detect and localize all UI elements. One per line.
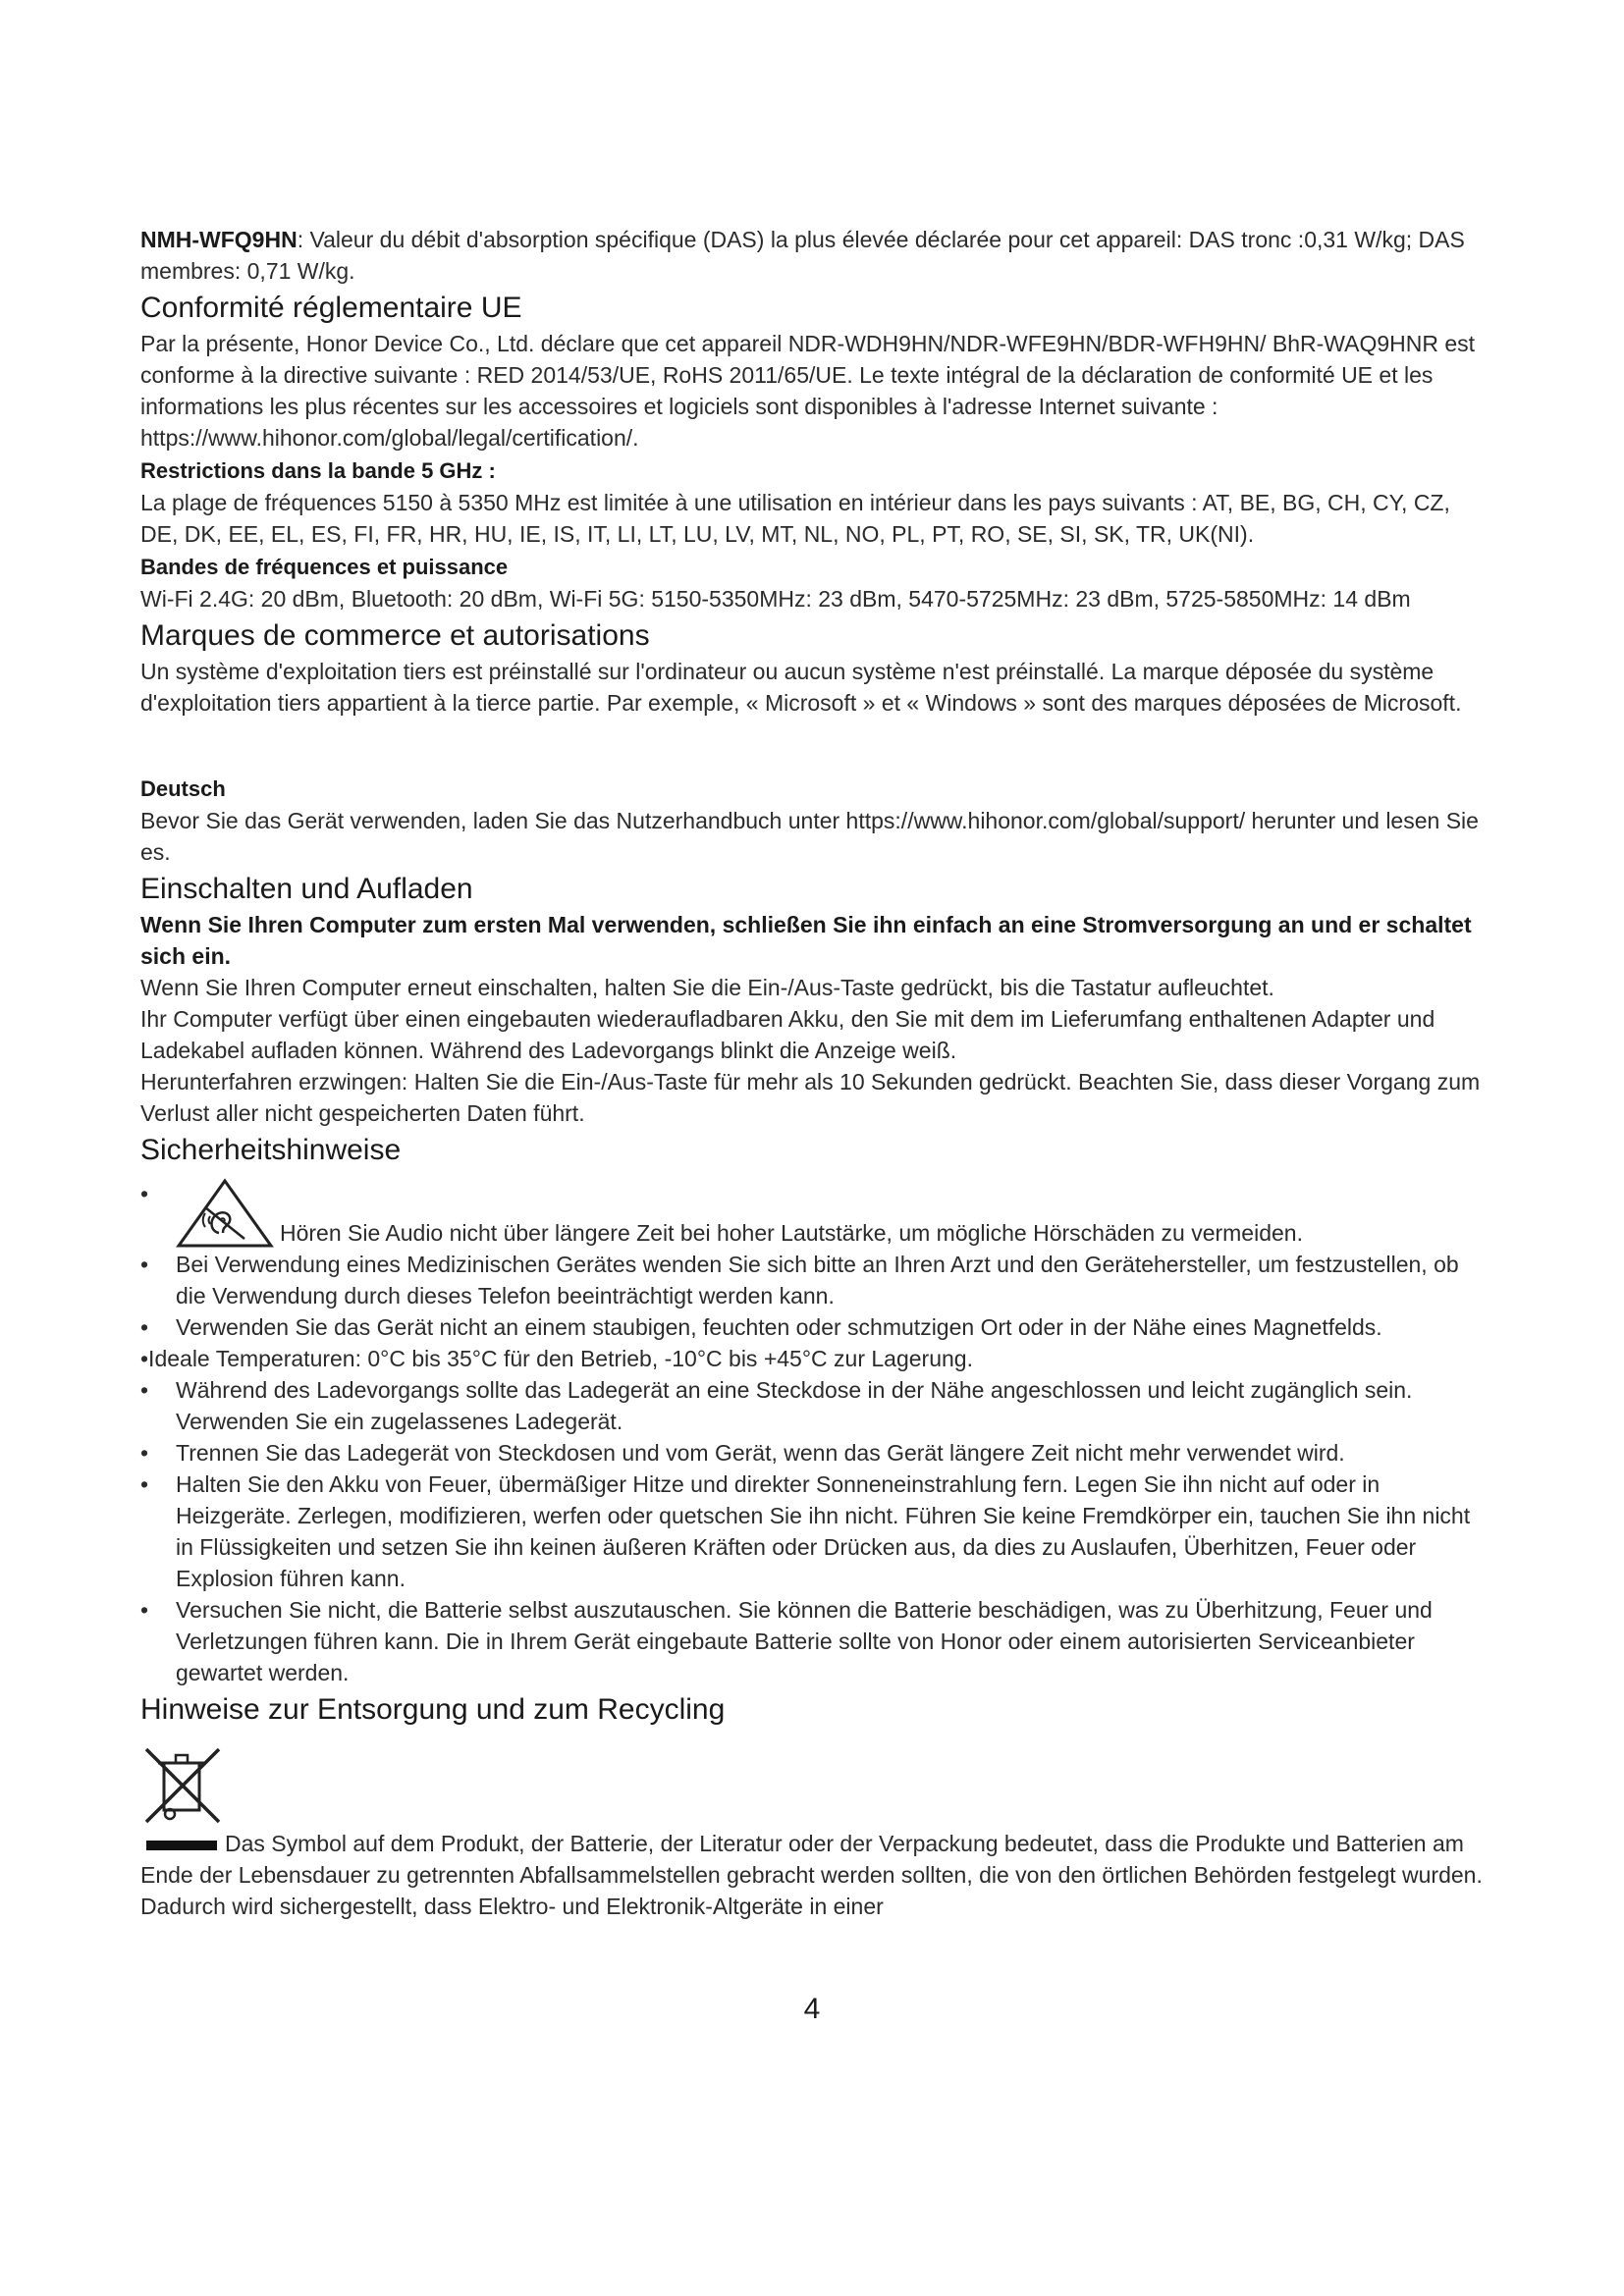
page-number: 4 bbox=[803, 1993, 821, 2025]
sar-model: NMH-WFQ9HN bbox=[140, 227, 298, 252]
trademarks-heading: Marques de commerce et autorisations bbox=[140, 619, 650, 652]
disposal-section bbox=[140, 1743, 1488, 1922]
crossed-bin-icon bbox=[140, 1743, 225, 1828]
band-restrictions-text: La plage de fréquences 5150 à 5350 MHz est limitée à une utilisation en intérieur dans les pays suivants : AT, BE, BG, CH, CY, CZ, DE, DK, EE, EL, ES, FI, FR, HR, HU, IE, IS, IT, LI, LT, LU, LV, MT, NL, NO, PL, PT, RO, SE, SI, SK, TR, UK(NI). bbox=[140, 490, 1450, 547]
frequency-bands-heading: Bandes de fréquences et puissance bbox=[140, 555, 509, 579]
document-page bbox=[140, 224, 1488, 1922]
disposal-text-wrap bbox=[140, 1828, 1488, 1922]
de-intro: Bevor Sie das Gerät verwenden, laden Sie das Nutzerhandbuch unter https://www.hihonor.com/global/support/ herunter und lesen Sie es. bbox=[140, 808, 1479, 865]
language-heading: Deutsch bbox=[140, 776, 226, 801]
power-paragraph-2: Ihr Computer verfügt über einen eingebauten wiederaufladbaren Akku, den Sie mit dem im Lieferumfang enthaltenen Adapter und Ladekabel aufladen können. Während des Ladevorgangs blinkt die Anzeige weiß. bbox=[140, 1006, 1435, 1063]
safety-item: • Während des Ladevorgangs sollte das Ladegerät an eine Steckdose in der Nähe angeschlossen und leicht zugänglich sein. Verwenden Sie ein zugelassenes Ladegerät. bbox=[140, 1374, 1488, 1437]
hearing-warning-icon bbox=[176, 1178, 274, 1249]
sar-paragraph bbox=[140, 224, 1488, 287]
eu-conformity-heading: Conformité réglementaire UE bbox=[140, 292, 522, 324]
safety-item: • Verwenden Sie das Gerät nicht an einem staubigen, feuchten oder schmutzigen Ort oder in der Nähe eines Magnetfelds. bbox=[140, 1311, 1488, 1343]
sar-text: : Valeur du débit d'absorption spécifique (DAS) la plus élevée déclarée pour cet appareil: DAS tronc :0,31 W/kg; DAS membres: 0,71 W/kg. bbox=[140, 227, 1465, 284]
power-heading: Einschalten und Aufladen bbox=[140, 873, 473, 905]
safety-item: •Ideale Temperaturen: 0°C bis 35°C für den Betrieb, -10°C bis +45°C zur Lagerung. bbox=[140, 1346, 973, 1371]
weee-bar-icon bbox=[146, 1841, 217, 1850]
safety-item: • Halten Sie den Akku von Feuer, übermäßiger Hitze und direkter Sonneneinstrahlung fern. Legen Sie ihn nicht auf oder in Heizgeräte. Zerlegen, modifizieren, werfen oder quetschen Sie ihn nicht. Führen Sie keine Fremdkörper ein, tauchen Sie ihn nicht in Flüssigkeiten und setzen Sie ihn keinen äußeren Kräften oder Drücken aus, da dies zu Auslaufen, Überhitzen, Feuer oder Explosion führen kann. bbox=[140, 1468, 1488, 1594]
safety-item: • Trennen Sie das Ladegerät von Steckdosen und vom Gerät, wenn das Gerät längere Zeit nicht mehr verwendet wird. bbox=[140, 1437, 1488, 1468]
safety-item-text: • Hören Sie Audio nicht über längere Zeit bei hoher Lautstärke, um mögliche Hörschäden zu vermeiden. bbox=[280, 1220, 1303, 1246]
power-bold-text: Wenn Sie Ihren Computer zum ersten Mal verwenden, schließen Sie ihn einfach an eine Stromversorgung an und er schaltet sich ein. bbox=[140, 912, 1472, 969]
disposal-text: Das Symbol auf dem Produkt, der Batterie, der Literatur oder der Verpackung bedeutet, dass die Produkte und Batterien am Ende der Lebensdauer zu getrennten Abfallsammelstellen gebracht werden sollten, die von den örtlichen Behörden festgelegt wurden. Dadurch wird sichergestellt, dass Elektro- und Elektronik-Altgeräte in einer bbox=[140, 1831, 1483, 1919]
power-paragraph-3: Herunterfahren erzwingen: Halten Sie die Ein-/Aus-Taste für mehr als 10 Sekunden gedrückt. Beachten Sie, dass dieser Vorgang zum Verlust aller nicht gespeicherten Daten führt. bbox=[140, 1069, 1481, 1126]
safety-item bbox=[140, 1178, 1488, 1249]
trademarks-text: Un système d'exploitation tiers est préinstallé sur l'ordinateur ou aucun système n'est préinstallé. La marque déposée du système d'exploitation tiers appartient à la tierce partie. Par exemple, « Microsoft » et « Windows » sont des marques déposées de Microsoft. bbox=[140, 659, 1462, 716]
band-restrictions-heading: Restrictions dans la bande 5 GHz : bbox=[140, 458, 496, 483]
safety-item: • Bei Verwendung eines Medizinischen Gerätes wenden Sie sich bitte an Ihren Arzt und den Gerätehersteller, um festzustellen, ob die Verwendung durch dieses Telefon beeinträchtigt werden kann. bbox=[140, 1249, 1488, 1311]
safety-item: • Versuchen Sie nicht, die Batterie selbst auszutauschen. Sie können die Batterie beschädigen, was zu Überhitzung, Feuer und Verletzungen führen kann. Die in Ihrem Gerät eingebaute Batterie sollte von Honor oder einem autorisierten Serviceanbieter gewartet werden. bbox=[140, 1594, 1488, 1688]
frequency-bands-text: Wi-Fi 2.4G: 20 dBm, Bluetooth: 20 dBm, Wi-Fi 5G: 5150-5350MHz: 23 dBm, 5470-5725MHz: 23 dBm, 5725-5850MHz: 14 dBm bbox=[140, 586, 1411, 612]
safety-list bbox=[140, 1178, 1488, 1688]
eu-conformity-text: Par la présente, Honor Device Co., Ltd. déclare que cet appareil NDR-WDH9HN/NDR-WFE9HN/BDR-WFH9HN/ BhR-WAQ9HNR est conforme à la directive suivante : RED 2014/53/UE, RoHS 2011/65/UE. Le texte intégral de la déclaration de conformité UE et les informations les plus récentes sur les accessoires et logiciels sont disponibles à l'adresse Internet suivante : https://www.hihonor.com/global/legal/certification/. bbox=[140, 331, 1476, 451]
power-paragraph-1: Wenn Sie Ihren Computer erneut einschalten, halten Sie die Ein-/Aus-Taste gedrückt, bis die Tastatur aufleuchtet. bbox=[140, 975, 1274, 1000]
disposal-heading: Hinweise zur Entsorgung und zum Recycling bbox=[140, 1693, 726, 1726]
safety-heading: Sicherheitshinweise bbox=[140, 1134, 402, 1166]
